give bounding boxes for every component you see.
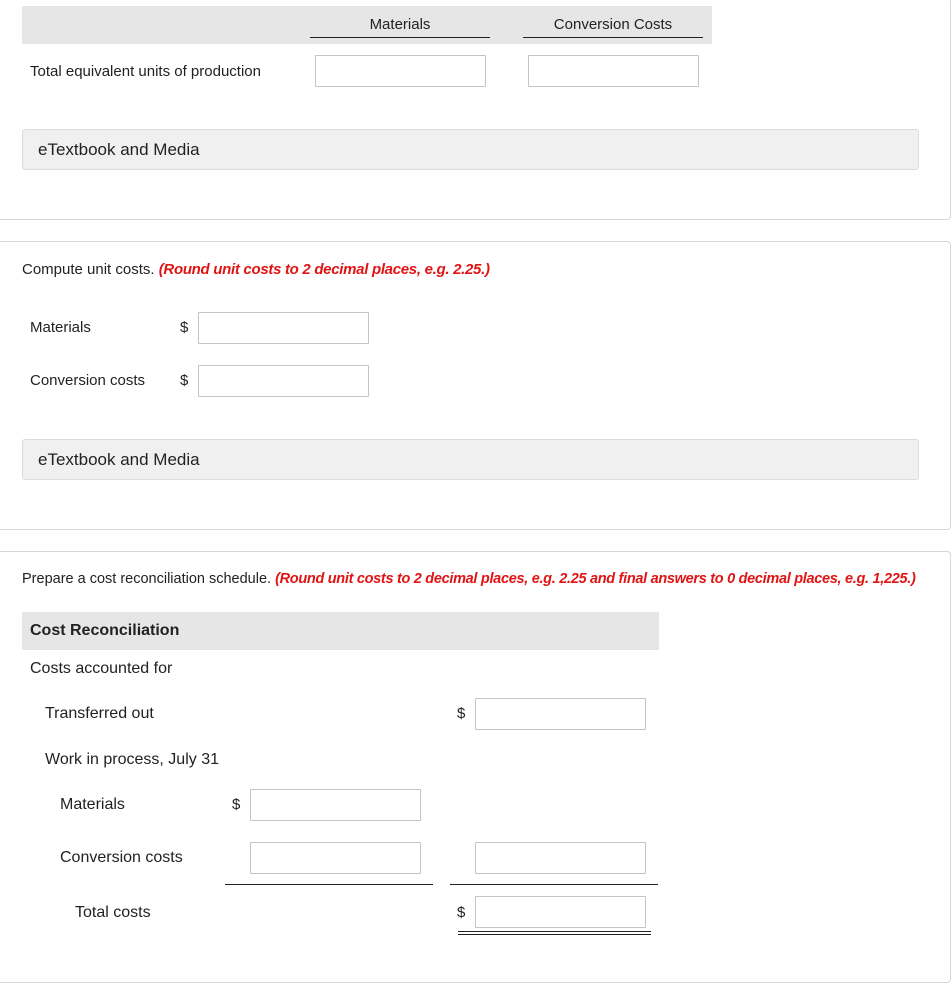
currency-symbol: $ [180,319,189,336]
unit-costs-rounding-note: (Round unit costs to 2 decimal places, e.g. 2.25.) [158,261,490,278]
wip-conversion-input[interactable] [250,842,421,874]
total-costs-label: Total costs [75,904,151,921]
wip-label: Work in process, July 31 [45,751,219,768]
total-double-rule-bottom [458,934,651,935]
wip-materials-input[interactable] [250,789,421,821]
etextbook-media-label: eTextbook and Media [38,140,200,159]
costs-accounted-for-label: Costs accounted for [30,660,173,677]
unit-costs-instruction-text: Compute unit costs. [22,261,155,278]
currency-symbol: $ [457,705,466,722]
wip-total-input[interactable] [475,842,646,874]
etextbook-media-button[interactable] [22,129,919,170]
conversion-equivalent-units-input[interactable] [528,55,699,87]
etextbook-media-button[interactable] [22,439,919,480]
reconciliation-header: Cost Reconciliation [30,622,180,639]
unit-cost-materials-input[interactable] [198,312,369,344]
etextbook-media-label: eTextbook and Media [38,450,200,469]
wip-materials-label: Materials [60,796,125,813]
transferred-out-input[interactable] [475,698,646,730]
materials-equivalent-units-input[interactable] [315,55,486,87]
total-costs-input[interactable] [475,896,646,928]
materials-column-header: Materials [369,16,431,33]
conversion-column-header: Conversion Costs [553,16,673,33]
subtotal-rule-left [225,884,433,885]
unit-costs-instruction [22,261,490,278]
materials-header-underline [310,37,490,38]
total-double-rule-top [458,931,651,932]
currency-symbol: $ [232,796,241,813]
transferred-out-label: Transferred out [45,705,154,722]
subtotal-rule-right [450,884,658,885]
unit-cost-materials-label: Materials [30,319,91,336]
currency-symbol: $ [180,372,189,389]
total-equivalent-units-label: Total equivalent units of production [30,63,261,80]
unit-cost-conversion-label: Conversion costs [30,372,146,389]
conversion-header-underline [523,37,703,38]
reconciliation-instruction [22,571,916,587]
wip-conversion-label: Conversion costs [60,849,183,866]
unit-cost-conversion-input[interactable] [198,365,369,397]
currency-symbol: $ [457,904,466,921]
reconciliation-instruction-text: Prepare a cost reconciliation schedule. [22,571,272,587]
reconciliation-rounding-note: (Round unit costs to 2 decimal places, e.g. 2.25 and final answers to 0 decimal places, e.g. 1,225.) [275,571,916,587]
